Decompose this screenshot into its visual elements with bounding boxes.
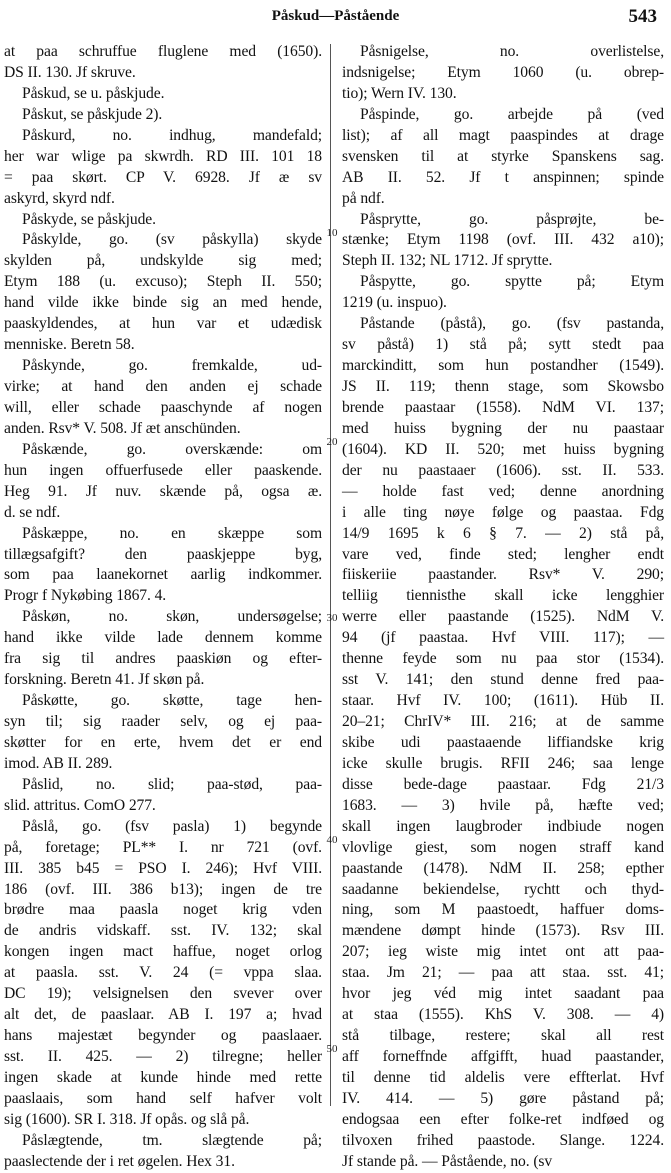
left-column-line: DS II. 130. Jf skruve. — [4, 63, 136, 81]
left-column-line: skylden på, undskylde sig med; — [4, 252, 322, 270]
left-column-line: DC 19); velsignelsen den svever over — [4, 985, 322, 1003]
left-column-line: Påskurd, no. indhug, mandefald; — [22, 126, 322, 144]
left-column-line: hand ikke vilde lade dennem komme — [4, 629, 322, 647]
right-column-line: thenne feyde som nu paa stor (1534). — [342, 650, 664, 668]
left-column-line: Påslægtende, tm. slægtende på; — [22, 1131, 322, 1149]
right-column-line: Jf stande på. — Påstående, no. (sv — [342, 1152, 553, 1170]
left-column-line: hans majestæt begynder og paaslaaer. — [4, 1027, 322, 1045]
right-column-line: staar. Hvf IV. 100; (1611). Hüb II. — [342, 692, 664, 710]
right-column-line: 14/9 1695 k 6 § 7. — 2) stå på, — [342, 524, 664, 542]
right-column-line: i alle ting nøye følge og paastaa. Fdg — [342, 503, 664, 521]
left-column-line: Påskud, se u. påskjude. — [22, 84, 165, 102]
left-column-line: Påskøn, no. skøn, undersøgelse; — [22, 608, 322, 626]
left-column-line: brødre maa paasla noget krig vden — [4, 901, 322, 919]
left-column-line: slid. attritus. ComO 277. — [4, 796, 156, 814]
right-column-line: svensken til at styrke Spanskens sag. — [342, 147, 664, 165]
left-column-line: alt det, de paaslaar. AB I. 197 a; hvad — [4, 1006, 322, 1024]
right-column-line: disse bede-dage paastaar. Fdg 21/3 — [342, 775, 664, 793]
left-column-line: imod. AB II. 289. — [4, 754, 113, 772]
right-column-line: JS II. 119; thenn stage, som Skowsbo — [342, 378, 664, 395]
right-column-line: Påsprytte, go. påsprøjte, be- — [360, 210, 664, 228]
right-column-line: hvor jeg véd mig intet saadant paa — [342, 985, 664, 1003]
left-column-line: sst. II. 425. — 2) tilregne; heller — [4, 1048, 322, 1065]
left-column-line: Påskyde, se påskjude. — [22, 210, 156, 228]
right-column-line: icke skulle brugis. RFII 246; saa lenge — [342, 754, 664, 772]
right-column-line: vare ved, finde sted; lengher endt — [342, 545, 664, 563]
line-number-30: 30 — [326, 612, 338, 624]
left-column-line: Påskøtte, go. skøtte, tage hen- — [22, 692, 322, 710]
left-column-line: hand vilde ikke binde sig an med hende, — [4, 294, 322, 312]
right-column-line: — holde fast ved; denne anordning — [342, 482, 664, 500]
left-column-line: at paa schruffue fluglene med (1650). — [4, 43, 322, 60]
running-title: Påskud—Påstående — [271, 8, 400, 24]
right-column — [342, 42, 664, 1170]
right-column-line: sv påstå) 1) stå på; sytt stedt paa — [342, 336, 664, 354]
left-column-line: will, eller schade paaschynde af nogen — [4, 398, 322, 416]
left-column-line: = paa skørt. CP V. 6928. Jf æ sv — [4, 168, 322, 186]
left-column-line: Påslid, no. slid; paa-stød, paa- — [22, 775, 322, 793]
right-column-line: brende paastaar (1558). NdM VI. 137; — [342, 398, 664, 416]
line-number-40: 40 — [326, 834, 338, 846]
right-column-line: tilvoxen frihed paastode. Slange. 1224. — [342, 1131, 664, 1149]
right-column-line: Påsnigelse, no. overlistelse, — [360, 43, 664, 60]
left-column-line: sig (1600). SR I. 318. Jf opås. og slå på. — [4, 1110, 250, 1128]
right-column-line: skibe udi paastaaende liffiandske krig — [342, 733, 664, 751]
left-column-line: Heg 91. Jf nuv. skænde på, ogsa æ. — [4, 482, 322, 500]
right-column-line: paastande (1478). NdM II. 258; epther — [342, 859, 664, 877]
right-column-line: stå tilbage, restere; skal all rest — [342, 1027, 664, 1045]
right-column-line: med huiss bygning der nu paastaar — [342, 419, 664, 437]
right-column-line: 1219 (u. inspuo). — [342, 294, 447, 312]
right-column-line: sst V. 141; den stund denne fred paa- — [342, 671, 664, 689]
right-column-line: saadanne bekiendelse, rychtt och thyd- — [342, 880, 664, 898]
left-column-line: Progr f Nykøbing 1867. 4. — [4, 587, 167, 605]
left-column-line: kongen ingen mact haffue, noget orlog — [4, 943, 322, 961]
right-column-line: AB II. 52. Jf t anspinnen; spinde — [342, 168, 664, 186]
right-column-line: werre eller paastande (1525). NdM V. — [342, 608, 664, 626]
left-column-line: Påskynde, go. fremkalde, ud- — [22, 357, 322, 375]
column-divider — [330, 44, 331, 1106]
right-column-line: Steph II. 132; NL 1712. Jf sprytte. — [342, 252, 553, 270]
left-column-line: askyrd, skyrd ndf. — [4, 189, 115, 207]
left-column-line: ingen skade at kunde hinde med rette — [4, 1068, 322, 1086]
left-column-line: Etym 188 (u. excuso); Steph II. 550; — [4, 273, 322, 291]
left-column-line: fra sig til andres paaskiøn og efter- — [4, 650, 322, 668]
right-column-line: Påspytte, go. spytte på; Etym — [360, 273, 664, 291]
left-column-line: hun ingen offuerfusede eller paaskende. — [4, 461, 322, 479]
right-column-line: tio); Wern IV. 130. — [342, 84, 457, 102]
left-column-line: menniske. Beretn 58. — [4, 336, 135, 354]
right-column-line: list); af all magt paaspindes at drage — [342, 126, 664, 144]
left-column-line: III. 385 b45 = PSO I. 246); Hvf VIII. — [4, 859, 322, 877]
right-column-line: Påstande (påstå), go. (fsv pastanda, — [360, 315, 664, 333]
left-column-line: på, foretage; PL** I. nr 721 (ovf. — [4, 838, 322, 856]
left-column-line: d. se ndf. — [4, 503, 61, 521]
right-column-line: staa. Jm 21; — paa att staa. sst. 41; — [342, 964, 664, 982]
left-column-line: Påskylde, go. (sv påskylla) skyde — [22, 231, 322, 249]
left-column-line: at paasla. sst. V. 24 (= vppa slaa. — [4, 964, 322, 982]
right-column-line: ning, som M paastoedt, haffuer doms- — [342, 901, 664, 919]
left-column-line: virke; at hand den anden ej schade — [4, 378, 322, 395]
left-column-line: paaslaais, som hand self hafver volt — [4, 1089, 322, 1107]
left-column-line: Påskut, se påskjude 2). — [22, 105, 163, 123]
left-column-line: som paa laanekornet aarlig indkommer. — [4, 566, 322, 584]
page-header — [0, 6, 671, 28]
left-column-line: 186 (ovf. III. 386 b13); ingen de tre — [4, 880, 322, 898]
right-column-line: indsnigelse; Etym 1060 (u. obrep- — [342, 63, 664, 81]
right-column-line: IV. 414. — 5) gøre påstand på; — [342, 1089, 664, 1107]
left-column-line: paaskyldendes, at hun var et udædisk — [4, 315, 322, 333]
right-column-line: skall ingen laugbroder indbiude nogen — [342, 817, 664, 835]
right-column-line: endogsaa een efter folke-ret indføed og — [342, 1110, 664, 1128]
right-column-line: vlovlige giest, som nogen straff kand — [342, 838, 664, 856]
left-column-line: Påskæppe, no. en skæppe som — [22, 524, 322, 542]
left-column-line: Påslå, go. (fsv pasla) 1) begynde — [22, 817, 322, 835]
left-column — [4, 42, 322, 1170]
right-column-line: 94 (jf paastaa. Hvf VIII. 117); — — [342, 629, 664, 647]
right-column-line: der nu paastaaer (1606). sst. II. 533. — [342, 461, 664, 479]
line-number-10: 10 — [326, 227, 338, 239]
right-column-line: at staa (1555). KhS V. 308. — 4) — [342, 1006, 664, 1024]
right-column-line: mændene dømpt hinde (1573). Rsv III. — [342, 922, 664, 940]
page-number: 543 — [628, 6, 657, 27]
right-column-line: på ndf. — [342, 189, 385, 207]
left-column-line: Påskænde, go. overskænde: om — [22, 440, 322, 458]
right-column-line: til denne tid aldelis vere effterlat. Hvf — [342, 1068, 664, 1086]
right-column-line: (1604). KD II. 520; met huiss bygning — [342, 440, 664, 458]
right-column-line: marckinditt, som hun postandher (1549). — [342, 357, 664, 375]
right-column-line: fiiskeriie paastander. Rsv* V. 290; — [342, 566, 664, 584]
left-column-line: syn til; sig raader selv, og ej paa- — [4, 713, 322, 730]
right-column-line: Påspinde, go. arbejde på (ved — [360, 105, 664, 123]
left-column-line: tillægsafgift? den paaskjeppe byg, — [4, 545, 322, 563]
right-column-line: telliig tiennisthe skall icke lengghier — [342, 587, 664, 605]
left-column-line: paaslectende der i ret øgelen. Hex 31. — [4, 1152, 235, 1170]
right-column-line: stænke; Etym 1198 (ovf. III. 432 a10); — [342, 231, 664, 249]
right-column-line: 207; ieg wiste mig intet ont att paa- — [342, 943, 664, 961]
left-column-line: her war wlige pa skwrdh. RD III. 101 18 — [4, 147, 322, 165]
right-column-line: 20–21; ChrIV* III. 216; at de samme — [342, 713, 664, 730]
line-number-50: 50 — [326, 1043, 338, 1055]
left-column-line: forskning. Beretn 41. Jf skøn på. — [4, 671, 205, 689]
right-column-line: 1683. — 3) hvile på, hæfte ved; — [342, 796, 664, 814]
left-column-line: anden. Rsv* V. 508. Jf æt anschünden. — [4, 419, 241, 437]
line-number-20: 20 — [326, 436, 338, 448]
left-column-line: de andris vidskaff. sst. IV. 132; skal — [4, 922, 322, 940]
right-column-line: aff forneffnde affgifft, huad paastander, — [342, 1048, 664, 1065]
left-column-line: skøtter for en erte, hvem det er end — [4, 733, 322, 751]
